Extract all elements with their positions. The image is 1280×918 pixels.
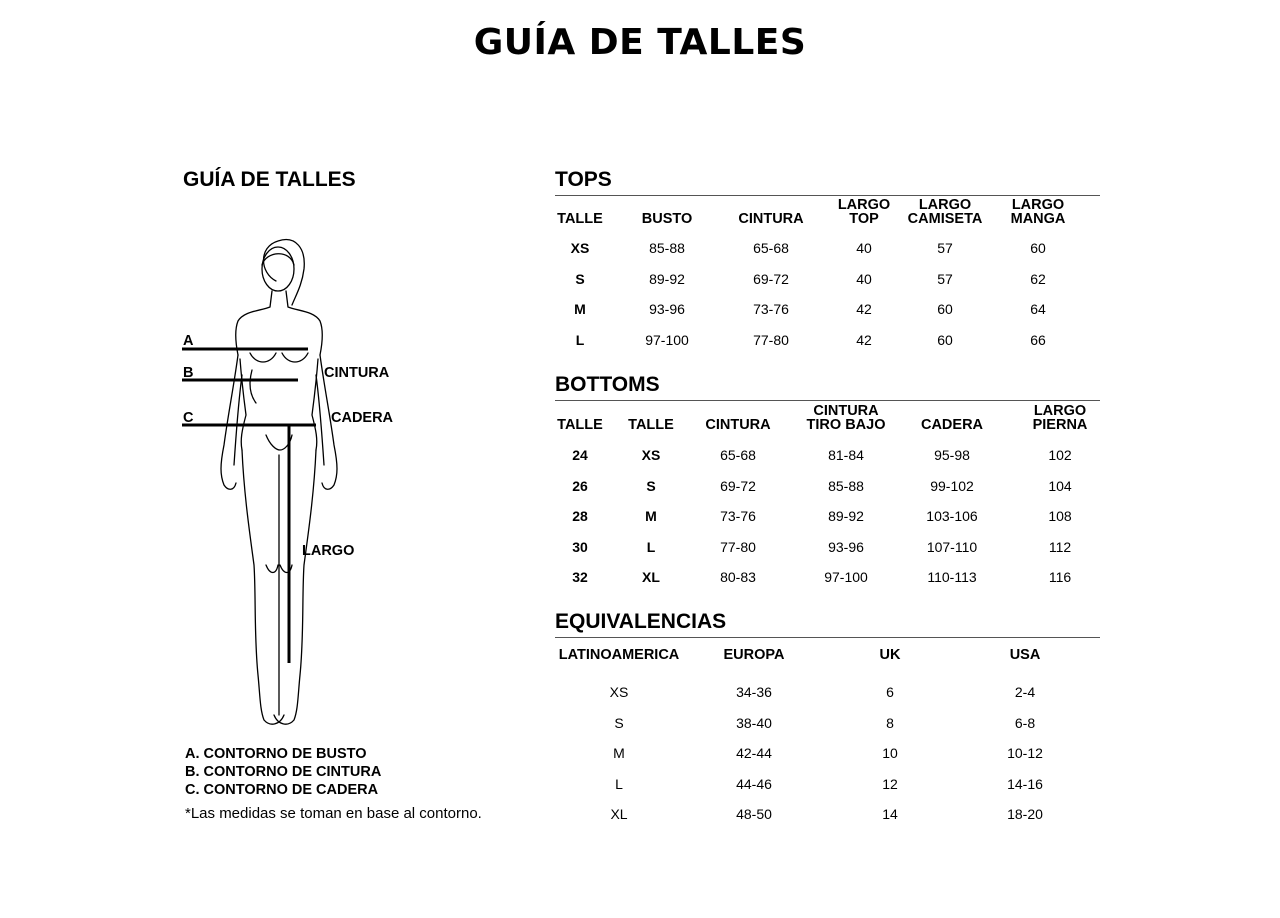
bottoms-cell: L	[646, 538, 656, 555]
measurement-legend	[185, 745, 381, 799]
bottoms-cell: 89-92	[828, 508, 864, 524]
bottoms-header: CADERA	[920, 417, 984, 433]
equivalencias-cell: 14	[882, 806, 898, 822]
tops-cell: 66	[1030, 331, 1046, 348]
tops-cell: 60	[1030, 240, 1046, 256]
bottoms-cell: 102	[1048, 447, 1072, 463]
tops-cell: 60	[937, 331, 953, 348]
page-title: GUÍA DE TALLES	[473, 22, 807, 63]
tops-cell: 42	[856, 301, 872, 317]
bottoms-cell: 65-68	[720, 447, 756, 463]
figure-label-a: A	[183, 333, 194, 349]
equivalencias-cell: 10	[882, 745, 898, 761]
bottoms-cell: 110-113	[927, 569, 977, 585]
tops-cell: 40	[856, 240, 872, 256]
bottoms-cell: 107-110	[926, 538, 978, 555]
bottoms-cell: 32	[572, 569, 588, 585]
tops-cell: 57	[937, 240, 953, 256]
figure-label-cadera: CADERA	[331, 410, 394, 426]
tops-header: TALLE	[557, 211, 603, 227]
bottoms-cell: S	[646, 477, 656, 494]
equivalencias-cell: L	[615, 775, 623, 792]
tops-cell: 89-92	[649, 270, 685, 287]
equivalencias-header: EUROPA	[723, 647, 785, 663]
equivalencias-cell: 2-4	[1014, 684, 1036, 700]
bottoms-cell: 85-88	[828, 477, 864, 494]
bottoms-cell: 73-76	[720, 508, 756, 524]
bottoms-cell: 69-72	[720, 477, 756, 494]
tops-cell: M	[574, 301, 586, 317]
tops-cell: 73-76	[753, 301, 789, 317]
tops-header: LARGO MANGA	[1010, 197, 1066, 227]
bottoms-cell: 24	[572, 447, 588, 463]
tops-cell: 65-68	[753, 240, 789, 256]
bottoms-cell: 108	[1048, 508, 1072, 524]
figure-label-b: B	[183, 365, 194, 381]
bottoms-header: TALLE	[628, 417, 674, 433]
figure-label-cintura: CINTURA	[324, 365, 390, 381]
bottoms-header: CINTURA TIRO BAJO	[806, 403, 886, 433]
bottoms-cell: XL	[642, 569, 660, 585]
tops-cell: XS	[570, 240, 590, 256]
equivalencias-cell: 18-20	[1007, 806, 1043, 822]
bottoms-cell: 26	[572, 477, 588, 494]
tops-header: LARGO CAMISETA	[907, 197, 983, 227]
bottoms-cell: M	[645, 508, 657, 524]
tops-header: LARGO TOP	[837, 197, 891, 227]
bottoms-cell: 28	[572, 508, 588, 524]
equivalencias-cell: 6	[886, 684, 894, 700]
bottoms-cell: 99-102	[930, 477, 974, 494]
tops-cell: 62	[1030, 270, 1046, 287]
bottoms-cell: 30	[572, 538, 588, 555]
equivalencias-title: EQUIVALENCIAS	[555, 610, 727, 633]
bottoms-header: TALLE	[557, 417, 603, 433]
bottoms-cell: 97-100	[824, 569, 868, 585]
tops-title: TOPS	[555, 168, 612, 191]
tops-cell: 42	[856, 331, 872, 348]
equivalencias-cell: XS	[609, 684, 629, 700]
equivalencias-cell: 8	[886, 714, 894, 731]
equivalencias-cell: XL	[610, 806, 628, 822]
bottoms-cell: 112	[1048, 538, 1072, 555]
bottoms-header: LARGO PIERNA	[1032, 403, 1088, 433]
equivalencias-cell: 34-36	[736, 684, 772, 700]
tops-cell: 60	[937, 301, 953, 317]
bottoms-title: BOTTOMS	[555, 373, 660, 396]
tops-cell: S	[575, 270, 585, 287]
equivalencias-cell: 42-44	[736, 745, 772, 761]
equivalencias-cell: M	[613, 745, 625, 761]
legend-item-a: A. CONTORNO DE BUSTO	[185, 746, 367, 762]
body-measurement-figure	[180, 235, 420, 735]
equivalencias-divider	[555, 637, 1100, 638]
equivalencias-header: USA	[1009, 647, 1041, 663]
bottoms-cell: 81-84	[828, 447, 864, 463]
equivalencias-cell: 14-16	[1007, 775, 1043, 792]
tops-cell: 97-100	[645, 331, 689, 348]
tops-header: CINTURA	[738, 211, 804, 227]
tops-header: BUSTO	[641, 211, 693, 227]
legend-item-b: B. CONTORNO DE CINTURA	[185, 764, 382, 780]
equivalencias-cell: 12	[882, 775, 898, 792]
tops-cell: 64	[1030, 301, 1046, 317]
equivalencias-cell: S	[614, 714, 624, 731]
bottoms-cell: XS	[641, 447, 661, 463]
bottoms-divider	[555, 400, 1100, 401]
equivalencias-cell: 10-12	[1007, 745, 1043, 761]
equivalencias-cell: 44-46	[736, 775, 772, 792]
tops-divider	[555, 195, 1100, 196]
tops-cell: 40	[856, 270, 872, 287]
tops-cell: L	[575, 331, 585, 348]
measurement-note: *Las medidas se toman en base al contorno.	[185, 805, 482, 822]
tops-cell: 93-96	[649, 301, 685, 317]
bottoms-cell: 80-83	[720, 569, 756, 585]
figure-label-c: C	[183, 410, 194, 426]
equivalencias-cell: 6-8	[1014, 714, 1036, 731]
bottoms-cell: 93-96	[828, 538, 864, 555]
equivalencias-header: UK	[879, 647, 901, 663]
bottoms-cell: 77-80	[720, 538, 756, 555]
bottoms-cell: 104	[1048, 477, 1072, 494]
tops-cell: 77-80	[753, 331, 789, 348]
figure-label-largo: LARGO	[302, 543, 355, 559]
equivalencias-cell: 38-40	[736, 714, 772, 731]
size-guide-heading: GUÍA DE TALLES	[183, 168, 356, 191]
bottoms-header: CINTURA	[705, 417, 771, 433]
tops-cell: 57	[937, 270, 953, 287]
bottoms-cell: 103-106	[926, 508, 978, 524]
tops-cell: 85-88	[649, 240, 685, 256]
equivalencias-header: LATINOAMERICA	[558, 647, 680, 663]
legend-item-c: C. CONTORNO DE CADERA	[185, 782, 379, 798]
tops-cell: 69-72	[753, 270, 789, 287]
equivalencias-cell: 48-50	[736, 806, 772, 822]
bottoms-cell: 116	[1048, 569, 1072, 585]
bottoms-cell: 95-98	[934, 447, 970, 463]
